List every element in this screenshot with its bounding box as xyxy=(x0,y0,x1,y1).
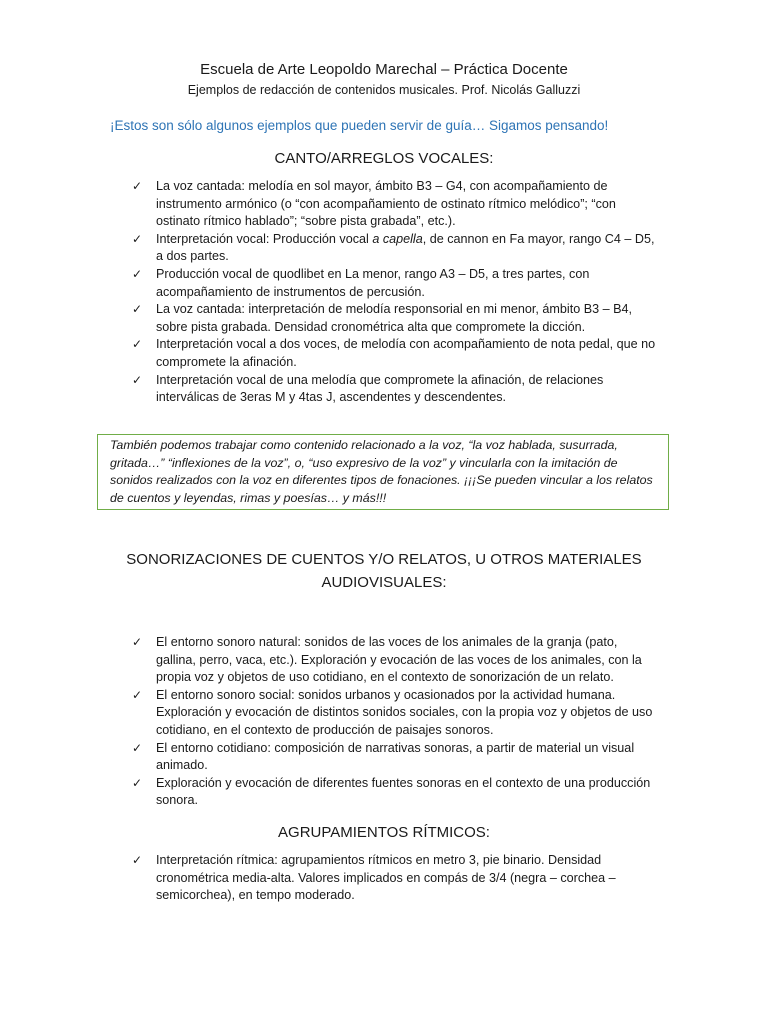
section-heading-agrupamientos: AGRUPAMIENTOS RÍTMICOS: xyxy=(278,824,490,841)
checkmark-icon: ✓ xyxy=(132,775,143,790)
list-item: ✓ El entorno cotidiano: composición de narrativas sonoras, a partir de material un visual animado. xyxy=(132,740,635,773)
checkmark-icon: ✓ xyxy=(132,302,143,317)
list-item: ✓ El entorno sonoro social: sonidos urbanos y ocasionados por la actividad humana. Exploración y evocación de distintos sonidos sociales, con la propia voz y objetos de uso cotidiano, en el contexto de producción de paisajes sonoros. xyxy=(132,687,653,737)
checkmark-icon: ✓ xyxy=(132,740,143,755)
list-agrupamientos xyxy=(130,852,660,905)
list-sonorizaciones xyxy=(130,634,660,810)
section-heading-sonorizaciones: SONORIZACIONES DE CUENTOS Y/O RELATOS, U OTROS MATERIALES AUDIOVISUALES: xyxy=(126,551,642,591)
intro-text: ¡Estos son sólo algunos ejemplos que pueden servir de guía… Sigamos pensando! xyxy=(110,118,609,133)
document-subtitle: Ejemplos de redacción de contenidos musicales. Prof. Nicolás Galluzzi xyxy=(187,83,581,97)
checkmark-icon: ✓ xyxy=(132,687,143,702)
list-item: ✓ Interpretación vocal: Producción vocal a capella, de cannon en Fa mayor, rango C4 – D5, a dos partes. xyxy=(132,231,655,264)
list-canto xyxy=(130,178,660,407)
section-heading-canto: CANTO/ARREGLOS VOCALES: xyxy=(274,150,494,167)
checkmark-icon: ✓ xyxy=(132,231,143,246)
checkmark-icon: ✓ xyxy=(132,635,143,649)
list-item: ✓ El entorno sonoro natural: sonidos de las voces de los animales de la granja (pato, gallina, perro, vaca, etc.). Exploración y evocación de las voces de los animales, con la propia voz y objetos de uso cotidiano, en el contexto de sonorización de un relato. xyxy=(132,635,642,685)
document-title: Escuela de Arte Leopoldo Marechal – Práctica Docente xyxy=(200,61,568,78)
checkmark-icon: ✓ xyxy=(132,266,143,281)
checkmark-icon: ✓ xyxy=(132,372,143,387)
checkmark-icon: ✓ xyxy=(132,337,143,352)
list-item: ✓ Producción vocal de quodlibet en La menor, rango A3 – D5, a tres partes, con acompañamiento de instrumentos de percusión. xyxy=(132,266,590,299)
checkmark-icon: ✓ xyxy=(132,179,143,193)
list-item: ✓ Interpretación vocal a dos voces, de melodía con acompañamiento de nota pedal, que no compromete la afinación. xyxy=(132,337,656,369)
list-item: ✓ La voz cantada: melodía en sol mayor, ámbito B3 – G4, con acompañamiento de instrumento armónico (o “con acompañamiento de ostinato rítmico melódico”; “con ostinato rítmico hablado”; “sobre pista grabada”, etc.). xyxy=(132,179,616,229)
checkmark-icon: ✓ xyxy=(132,853,143,867)
list-item: ✓ Exploración y evocación de diferentes fuentes sonoras en el contexto de una producción sonora. xyxy=(132,775,651,808)
note-box: También podemos trabajar como contenido relacionado a la voz, “la voz hablada, susurrada, gritada…” “inflexiones de la voz”, o, “uso expresivo de la voz” y vincularla con la imitación de sonidos realizados con la voz en diferentes tipos de fonaciones. ¡¡¡Se pueden vincular a los relatos de cuentos y leyendas, rimas y poesías… y más!!! xyxy=(97,434,669,510)
list-item: ✓ La voz cantada: interpretación de melodía responsorial en mi menor, ámbito B3 – B4, sobre pista grabada. Densidad cronométrica alta que compromete la dicción. xyxy=(132,302,633,334)
list-item: ✓ Interpretación vocal de una melodía que compromete la afinación, de relaciones interválicas de 3eras M y 4tas J, ascendentes y descendentes. xyxy=(132,372,604,405)
list-item: ✓ Interpretación rítmica: agrupamientos rítmicos en metro 3, pie binario. Densidad cronométrica media-alta. Valores implicados en compás de 3/4 (negra – corchea – semicorchea), en tempo moderado. xyxy=(132,853,616,903)
